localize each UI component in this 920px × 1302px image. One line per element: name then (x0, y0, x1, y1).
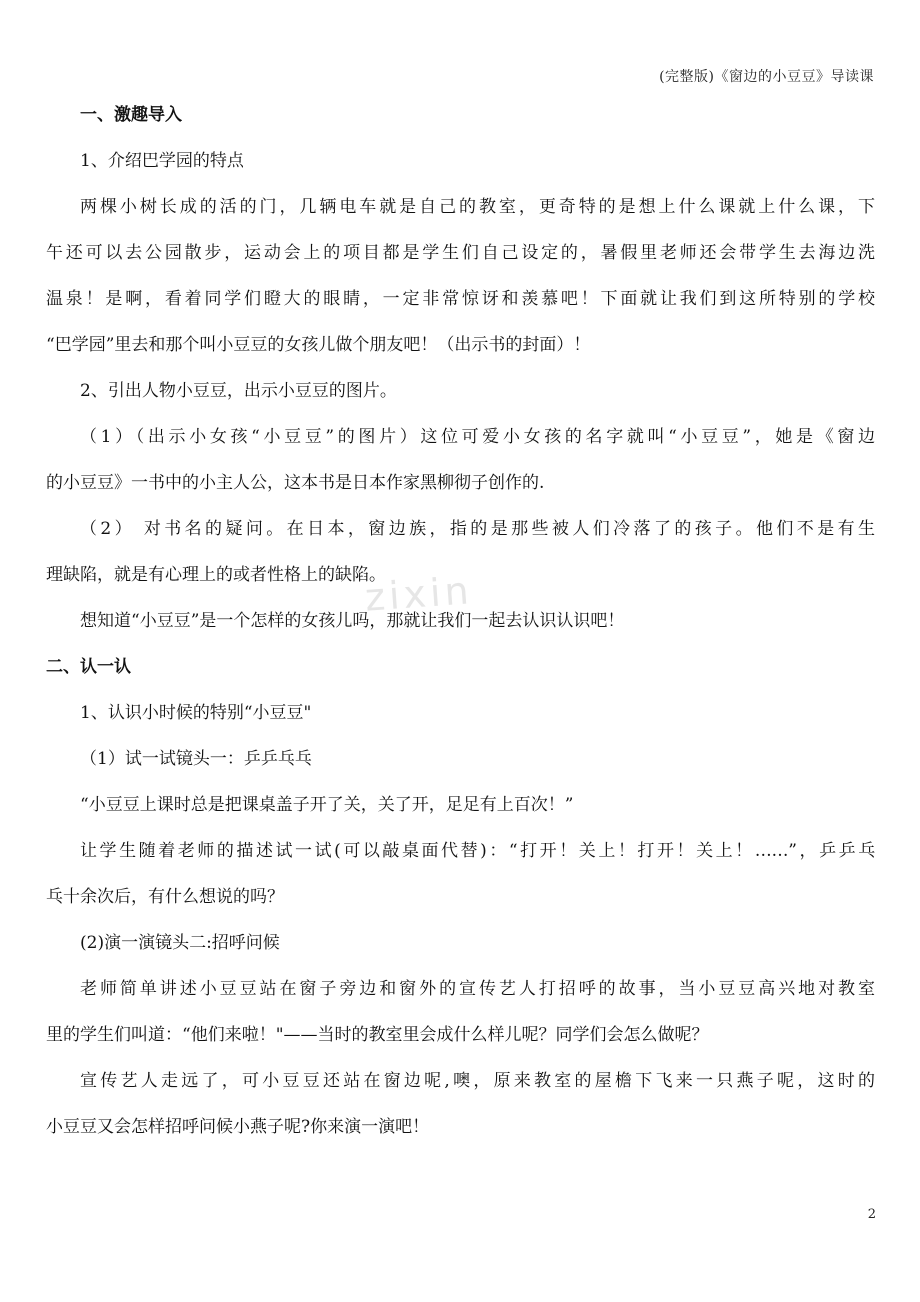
subheading-3: 1、认识小时候的特别“小豆豆" (80, 703, 312, 723)
page-header-title: (完整版)《窗边的小豆豆》导读课 (659, 69, 874, 85)
paragraph-line: 里的学生们叫道：“他们来啦！"——当时的教室里会成什么样儿呢？同学们会怎么做呢？ (46, 1025, 709, 1045)
paragraph-line: 温泉！是啊，看着同学们瞪大的眼睛，一定非常惊讶和羡慕吧！下面就让我们到这所特别的学校 (46, 289, 875, 309)
section-heading-1: 一、激趣导入 (80, 105, 182, 125)
document-body (46, 92, 875, 1150)
paragraph-line: 的小豆豆》一书中的小主人公，这本书是日本作家黑柳彻子创作的. (46, 473, 545, 493)
page-number: 2 (867, 1207, 876, 1222)
section-heading-2: 二、认一认 (46, 657, 131, 677)
subheading-2: 2、引出人物小豆豆，出示小豆豆的图片。 (80, 381, 397, 401)
subheading-1: 1、介绍巴学园的特点 (80, 151, 244, 171)
paragraph-line: 宣传艺人走远了，可小豆豆还站在窗边呢,噢，原来教室的屋檐下飞来一只燕子呢，这时的 (80, 1071, 875, 1091)
paragraph-line: （2） 对书名的疑问。在日本，窗边族，指的是那些被人们冷落了的孩子。他们不是有生 (80, 519, 875, 539)
paragraph-line: 午还可以去公园散步，运动会上的项目都是学生们自己设定的，暑假里老师还会带学生去海边洗 (46, 243, 875, 263)
watermark: zixin (363, 568, 475, 620)
paragraph-line: 乓十余次后，有什么想说的吗？ (46, 887, 284, 907)
paragraph-line: “巴学园”里去和那个叫小豆豆的女孩儿做个朋友吧！（出示书的封面）！ (46, 335, 591, 355)
paragraph-line: 小豆豆又会怎样招呼问候小燕子呢?你来演一演吧！ (46, 1117, 430, 1137)
paragraph-line: 让学生随着老师的描述试一试(可以敲桌面代替)：“打开！关上！打开！关上！……”，乒乒乓 (80, 841, 875, 861)
paragraph-line: 两棵小树长成的活的门，几辆电车就是自己的教室，更奇特的是想上什么课就上什么课，下 (80, 197, 875, 217)
paragraph-line: （1）（出示小女孩“小豆豆”的图片）这位可爱小女孩的名字就叫“小豆豆”，她是《窗边 (80, 427, 875, 447)
quote-line: “小豆豆上课时总是把课桌盖子开了关，关了开，足足有上百次！” (80, 795, 574, 815)
paragraph-line: 老师简单讲述小豆豆站在窗子旁边和窗外的宣传艺人打招呼的故事，当小豆豆高兴地对教室 (80, 979, 875, 999)
subheading-5: (2)演一演镜头二:招呼问候 (80, 933, 280, 953)
paragraph-line: 想知道“小豆豆”是一个怎样的女孩儿吗，那就让我们一起去认识认识吧！ (80, 611, 625, 631)
paragraph-line: 理缺陷，就是有心理上的或者性格上的缺陷。 (46, 565, 386, 585)
subheading-4: （1）试一试镜头一：乒乒乓乓 (80, 749, 312, 769)
